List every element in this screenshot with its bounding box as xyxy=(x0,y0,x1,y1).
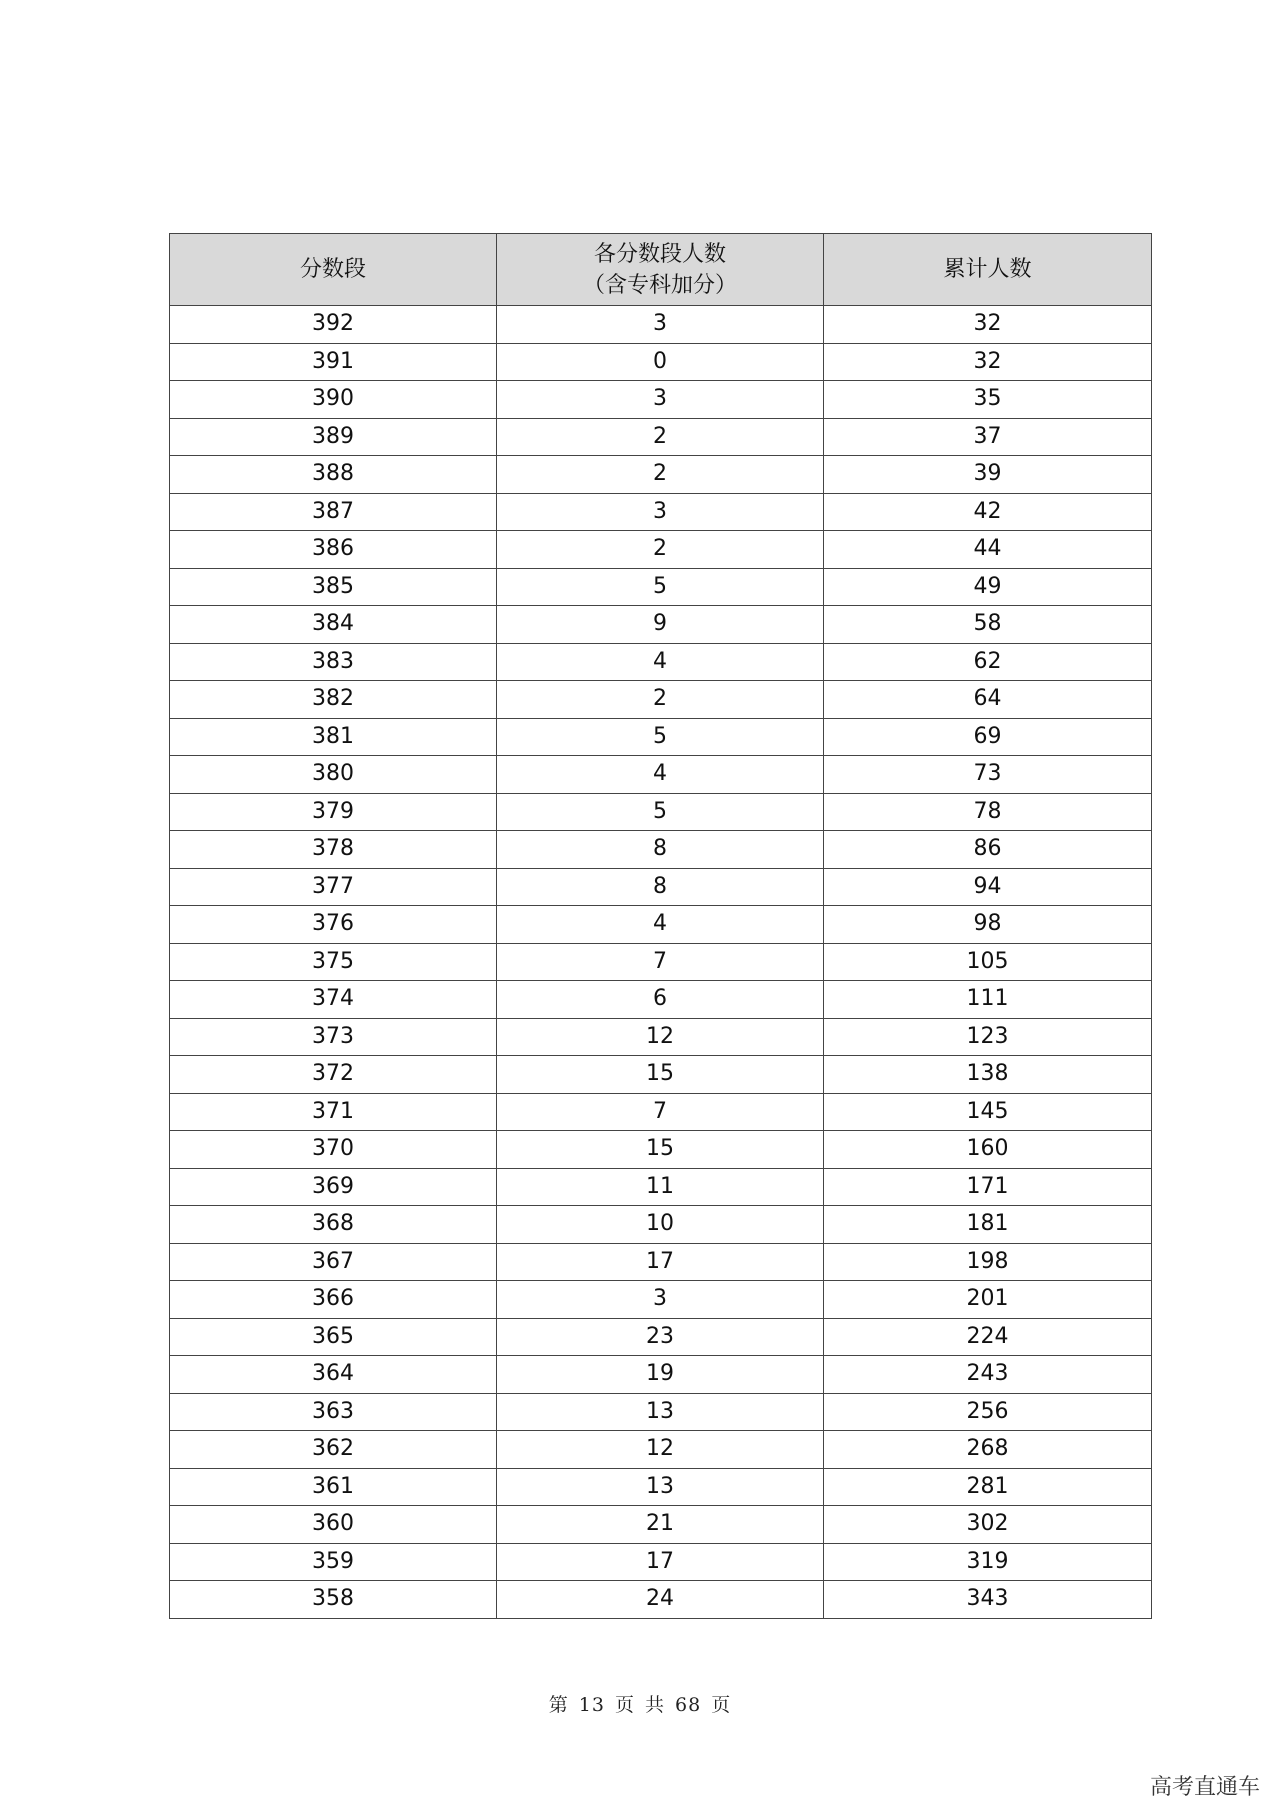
cell-cumulative: 35 xyxy=(824,381,1152,419)
cell-score: 381 xyxy=(170,718,497,756)
cell-score: 362 xyxy=(170,1431,497,1469)
header-cumulative: 累计人数 xyxy=(824,234,1152,306)
table-row xyxy=(170,906,1152,944)
cell-count: 13 xyxy=(497,1468,824,1506)
cell-score: 365 xyxy=(170,1318,497,1356)
cell-cumulative: 268 xyxy=(824,1431,1152,1469)
table-row xyxy=(170,681,1152,719)
cell-cumulative: 86 xyxy=(824,831,1152,869)
cell-count: 4 xyxy=(497,756,824,794)
cell-count: 4 xyxy=(497,906,824,944)
cell-score: 385 xyxy=(170,568,497,606)
cell-cumulative: 343 xyxy=(824,1581,1152,1619)
cell-score: 368 xyxy=(170,1206,497,1244)
cell-score: 380 xyxy=(170,756,497,794)
cell-count: 10 xyxy=(497,1206,824,1244)
cell-score: 369 xyxy=(170,1168,497,1206)
table-row xyxy=(170,868,1152,906)
cell-count: 7 xyxy=(497,1093,824,1131)
cell-count: 12 xyxy=(497,1431,824,1469)
cell-count: 2 xyxy=(497,456,824,494)
table-row xyxy=(170,793,1152,831)
cell-score: 371 xyxy=(170,1093,497,1131)
cell-cumulative: 281 xyxy=(824,1468,1152,1506)
table-row xyxy=(170,1581,1152,1619)
cell-score: 379 xyxy=(170,793,497,831)
page-footer xyxy=(0,1690,1280,1717)
table-row xyxy=(170,1431,1152,1469)
cell-count: 3 xyxy=(497,493,824,531)
cell-cumulative: 73 xyxy=(824,756,1152,794)
footer-total-label: 共 xyxy=(645,1694,666,1716)
table-row xyxy=(170,1468,1152,1506)
cell-cumulative: 78 xyxy=(824,793,1152,831)
cell-cumulative: 39 xyxy=(824,456,1152,494)
cell-count: 2 xyxy=(497,531,824,569)
cell-score: 388 xyxy=(170,456,497,494)
cell-score: 361 xyxy=(170,1468,497,1506)
table-row xyxy=(170,943,1152,981)
cell-cumulative: 160 xyxy=(824,1131,1152,1169)
cell-score: 367 xyxy=(170,1243,497,1281)
cell-count: 24 xyxy=(497,1581,824,1619)
cell-count: 6 xyxy=(497,981,824,1019)
table-row xyxy=(170,1506,1152,1544)
footer-page-number: 13 xyxy=(578,1694,605,1716)
cell-score: 375 xyxy=(170,943,497,981)
cell-count: 3 xyxy=(497,306,824,344)
cell-count: 7 xyxy=(497,943,824,981)
cell-cumulative: 243 xyxy=(824,1356,1152,1394)
cell-cumulative: 319 xyxy=(824,1543,1152,1581)
cell-count: 9 xyxy=(497,606,824,644)
table-row xyxy=(170,1131,1152,1169)
cell-cumulative: 32 xyxy=(824,343,1152,381)
cell-cumulative: 256 xyxy=(824,1393,1152,1431)
table-row xyxy=(170,981,1152,1019)
cell-score: 386 xyxy=(170,531,497,569)
header-score: 分数段 xyxy=(170,234,497,306)
cell-cumulative: 58 xyxy=(824,606,1152,644)
cell-score: 382 xyxy=(170,681,497,719)
cell-cumulative: 105 xyxy=(824,943,1152,981)
cell-count: 19 xyxy=(497,1356,824,1394)
cell-score: 374 xyxy=(170,981,497,1019)
cell-cumulative: 123 xyxy=(824,1018,1152,1056)
cell-score: 377 xyxy=(170,868,497,906)
header-count-line2: （含专科加分） xyxy=(582,272,737,298)
cell-count: 15 xyxy=(497,1131,824,1169)
cell-score: 360 xyxy=(170,1506,497,1544)
table-row xyxy=(170,606,1152,644)
table-row xyxy=(170,381,1152,419)
cell-count: 5 xyxy=(497,718,824,756)
footer-prefix: 第 xyxy=(548,1694,569,1716)
cell-count: 17 xyxy=(497,1243,824,1281)
cell-score: 358 xyxy=(170,1581,497,1619)
table-row xyxy=(170,418,1152,456)
cell-count: 3 xyxy=(497,381,824,419)
cell-cumulative: 138 xyxy=(824,1056,1152,1094)
cell-score: 376 xyxy=(170,906,497,944)
cell-count: 4 xyxy=(497,643,824,681)
table-row xyxy=(170,718,1152,756)
table-header-row xyxy=(170,234,1152,306)
cell-cumulative: 111 xyxy=(824,981,1152,1019)
cell-cumulative: 32 xyxy=(824,306,1152,344)
cell-count: 8 xyxy=(497,831,824,869)
cell-count: 12 xyxy=(497,1018,824,1056)
cell-score: 366 xyxy=(170,1281,497,1319)
cell-score: 387 xyxy=(170,493,497,531)
cell-score: 390 xyxy=(170,381,497,419)
cell-score: 363 xyxy=(170,1393,497,1431)
cell-count: 23 xyxy=(497,1318,824,1356)
cell-cumulative: 171 xyxy=(824,1168,1152,1206)
table-row xyxy=(170,306,1152,344)
cell-score: 373 xyxy=(170,1018,497,1056)
cell-cumulative: 224 xyxy=(824,1318,1152,1356)
cell-cumulative: 98 xyxy=(824,906,1152,944)
cell-count: 2 xyxy=(497,418,824,456)
cell-cumulative: 44 xyxy=(824,531,1152,569)
cell-count: 21 xyxy=(497,1506,824,1544)
footer-total-pages: 68 xyxy=(675,1694,702,1716)
table-row xyxy=(170,531,1152,569)
cell-count: 5 xyxy=(497,568,824,606)
header-count xyxy=(497,234,824,306)
footer-suffix: 页 xyxy=(711,1694,732,1716)
cell-cumulative: 62 xyxy=(824,643,1152,681)
cell-cumulative: 37 xyxy=(824,418,1152,456)
table-row xyxy=(170,831,1152,869)
cell-cumulative: 198 xyxy=(824,1243,1152,1281)
table-row xyxy=(170,1018,1152,1056)
table-row xyxy=(170,1168,1152,1206)
score-distribution-table xyxy=(169,233,1152,1619)
table-row xyxy=(170,568,1152,606)
watermark: 高考直通车 xyxy=(1149,1775,1260,1800)
cell-cumulative: 42 xyxy=(824,493,1152,531)
cell-cumulative: 302 xyxy=(824,1506,1152,1544)
table-row xyxy=(170,1093,1152,1131)
table-row xyxy=(170,1206,1152,1244)
cell-cumulative: 181 xyxy=(824,1206,1152,1244)
table-row xyxy=(170,756,1152,794)
table-row xyxy=(170,456,1152,494)
cell-score: 378 xyxy=(170,831,497,869)
table-row xyxy=(170,1393,1152,1431)
cell-count: 8 xyxy=(497,868,824,906)
table-row xyxy=(170,643,1152,681)
header-count-line1: 各分数段人数 xyxy=(593,241,726,267)
table-row xyxy=(170,1356,1152,1394)
table-row xyxy=(170,1543,1152,1581)
cell-count: 5 xyxy=(497,793,824,831)
table-row xyxy=(170,493,1152,531)
table-row xyxy=(170,1318,1152,1356)
cell-cumulative: 64 xyxy=(824,681,1152,719)
cell-count: 13 xyxy=(497,1393,824,1431)
cell-score: 370 xyxy=(170,1131,497,1169)
cell-score: 372 xyxy=(170,1056,497,1094)
table-body xyxy=(170,306,1152,1619)
cell-score: 392 xyxy=(170,306,497,344)
table-row xyxy=(170,343,1152,381)
cell-count: 15 xyxy=(497,1056,824,1094)
cell-cumulative: 201 xyxy=(824,1281,1152,1319)
cell-count: 17 xyxy=(497,1543,824,1581)
cell-score: 384 xyxy=(170,606,497,644)
table-row xyxy=(170,1243,1152,1281)
cell-score: 359 xyxy=(170,1543,497,1581)
table-row xyxy=(170,1056,1152,1094)
cell-cumulative: 145 xyxy=(824,1093,1152,1131)
cell-cumulative: 49 xyxy=(824,568,1152,606)
cell-count: 11 xyxy=(497,1168,824,1206)
cell-score: 364 xyxy=(170,1356,497,1394)
cell-count: 0 xyxy=(497,343,824,381)
cell-score: 383 xyxy=(170,643,497,681)
cell-cumulative: 94 xyxy=(824,868,1152,906)
table-row xyxy=(170,1281,1152,1319)
footer-page-word: 页 xyxy=(614,1694,635,1716)
cell-score: 391 xyxy=(170,343,497,381)
cell-cumulative: 69 xyxy=(824,718,1152,756)
cell-count: 3 xyxy=(497,1281,824,1319)
cell-count: 2 xyxy=(497,681,824,719)
cell-score: 389 xyxy=(170,418,497,456)
